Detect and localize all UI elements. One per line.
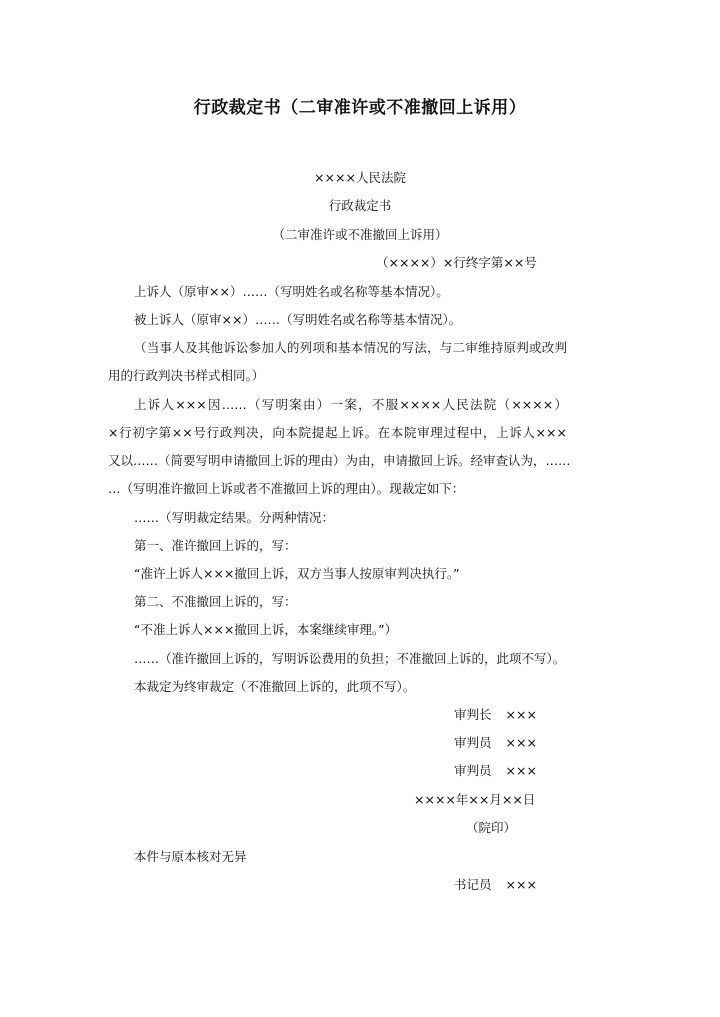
case-2-label: 第二、不准撤回上诉的，写： [134, 594, 297, 609]
party-note-line-2: 用的行政判决书样式相同。） [108, 368, 265, 383]
case-1-text: “准许上诉人×××撤回上诉，双方当事人按原审判决执行。” [134, 566, 460, 581]
appellant-line: 上诉人（原审××）……（写明姓名或名称等基本情况）。 [134, 284, 449, 299]
ruling-intro: ……（写明裁定结果。分两种情况： [134, 510, 335, 525]
court-seal: （院印） [466, 820, 517, 835]
final-ruling-note: 本裁定为终审裁定（不准撤回上诉的，此项不写）。 [134, 679, 416, 694]
body-line-4: …（写明准许撤回上诉或者不准撤回上诉的理由）。现裁定如下： [108, 481, 465, 496]
fee-note: ……（准许撤回上诉的，写明诉讼费用的负担；不准撤回上诉的，此项不写）。 [134, 651, 566, 666]
signature-name: ××× [505, 707, 537, 722]
signature-role: 审判员 [454, 735, 492, 750]
doc-type: 行政裁定书 [328, 198, 392, 213]
signature-name: ××× [505, 735, 537, 750]
case-number: （××××）×行终字第××号 [376, 255, 537, 270]
court-name: ××××人民法院 [314, 170, 406, 185]
case-2-text: “不准上诉人×××撤回上诉，本案继续审理。”） [134, 622, 398, 637]
body-line-1: 上诉人×××因……（写明案由）一案，不服××××人民法院（××××） [134, 397, 567, 412]
doc-subtitle: （二审准许或不准撤回上诉用） [272, 227, 448, 242]
signature-role: 审判员 [454, 763, 492, 778]
party-note-line-1: （当事人及其他诉讼参加人的列项和基本情况的写法，与二审维持原判或改判 [134, 340, 567, 355]
body-line-2: ×行初字第××号行政判决，向本院提起上诉。在本院审理过程中，上诉人××× [108, 425, 567, 440]
signature-judge-1 [454, 735, 537, 751]
signature-role: 审判长 [454, 707, 492, 722]
ruling-date: ××××年××月××日 [414, 792, 536, 807]
signature-name: ××× [505, 877, 537, 892]
signature-presiding-judge [454, 707, 537, 723]
case-1-label: 第一、准许撤回上诉的，写： [134, 538, 297, 553]
body-line-3: 又以……（简要写明申请撤回上诉的理由）为由，申请撤回上诉。经审查认为，…… [108, 453, 571, 468]
verification-note: 本件与原本核对无异 [134, 849, 247, 864]
appellee-line: 被上诉人（原审××）……（写明姓名或名称等基本情况）。 [134, 312, 462, 327]
signature-judge-2 [454, 763, 537, 779]
signature-clerk [454, 877, 537, 893]
document-title: 行政裁定书（二审准许或不准撤回上诉用） [193, 98, 527, 118]
signature-name: ××× [505, 763, 537, 778]
signature-role: 书记员 [454, 877, 492, 892]
